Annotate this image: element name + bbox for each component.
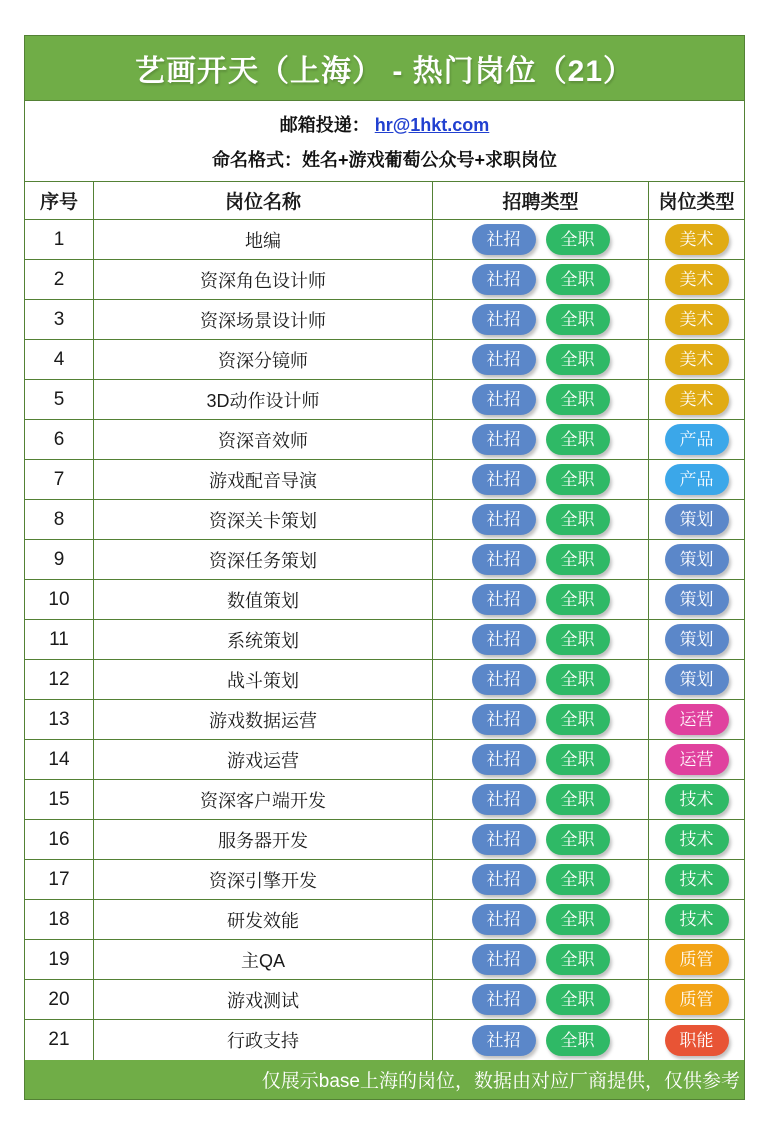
row-number: 10 xyxy=(25,580,94,619)
job-title: 游戏运营 xyxy=(94,740,433,779)
category-tag: 产品 xyxy=(665,424,729,455)
row-number: 21 xyxy=(25,1020,94,1060)
table-row xyxy=(25,940,744,980)
category-cell xyxy=(649,860,744,899)
table-row xyxy=(25,340,744,380)
recruit-tag-fulltime: 全职 xyxy=(546,664,610,695)
recruit-tag-social: 社招 xyxy=(472,824,536,855)
recruit-tags-cell xyxy=(433,820,649,859)
recruit-tags-cell xyxy=(433,940,649,979)
job-sheet xyxy=(24,35,745,1100)
category-cell xyxy=(649,420,744,459)
category-tag: 质管 xyxy=(665,944,729,975)
naming-rule-line: 命名格式：姓名+游戏葡萄公众号+求职岗位 xyxy=(211,149,558,170)
recruit-tag-social: 社招 xyxy=(472,344,536,375)
category-tag: 技术 xyxy=(665,784,729,815)
recruit-tag-social: 社招 xyxy=(472,424,536,455)
recruit-tag-social: 社招 xyxy=(472,704,536,735)
job-title: 服务器开发 xyxy=(94,820,433,859)
row-number: 7 xyxy=(25,460,94,499)
recruit-tag-social: 社招 xyxy=(472,544,536,575)
row-number: 20 xyxy=(25,980,94,1019)
recruit-tag-fulltime: 全职 xyxy=(546,1025,610,1056)
table-row xyxy=(25,740,744,780)
table-row xyxy=(25,1020,744,1060)
job-title: 行政支持 xyxy=(94,1020,433,1060)
recruit-tag-fulltime: 全职 xyxy=(546,504,610,535)
row-number: 15 xyxy=(25,780,94,819)
footer-bar xyxy=(25,1060,744,1099)
recruit-tags-cell xyxy=(433,220,649,259)
category-tag: 职能 xyxy=(665,1025,729,1056)
category-tag: 策划 xyxy=(665,584,729,615)
job-title: 资深角色设计师 xyxy=(94,260,433,299)
recruit-tag-fulltime: 全职 xyxy=(546,304,610,335)
recruit-tag-fulltime: 全职 xyxy=(546,984,610,1015)
recruit-tags-cell xyxy=(433,700,649,739)
job-title: 资深分镜师 xyxy=(94,340,433,379)
recruit-tags-cell xyxy=(433,460,649,499)
table-row xyxy=(25,500,744,540)
recruit-tag-social: 社招 xyxy=(472,864,536,895)
row-number: 11 xyxy=(25,620,94,659)
row-number: 2 xyxy=(25,260,94,299)
recruit-tags-cell xyxy=(433,300,649,339)
category-tag: 运营 xyxy=(665,704,729,735)
recruit-tag-fulltime: 全职 xyxy=(546,544,610,575)
job-title: 研发效能 xyxy=(94,900,433,939)
job-title: 资深关卡策划 xyxy=(94,500,433,539)
recruit-tags-cell xyxy=(433,380,649,419)
recruit-tag-fulltime: 全职 xyxy=(546,824,610,855)
category-tag: 策划 xyxy=(665,544,729,575)
category-tag: 运营 xyxy=(665,744,729,775)
recruit-tag-social: 社招 xyxy=(472,264,536,295)
header-job: 岗位名称 xyxy=(94,182,433,219)
recruit-tags-cell xyxy=(433,540,649,579)
header-no: 序号 xyxy=(25,182,94,219)
category-cell xyxy=(649,660,744,699)
category-cell xyxy=(649,460,744,499)
recruit-tag-fulltime: 全职 xyxy=(546,264,610,295)
recruit-tag-fulltime: 全职 xyxy=(546,224,610,255)
job-title: 地编 xyxy=(94,220,433,259)
recruit-tag-social: 社招 xyxy=(472,624,536,655)
job-title: 游戏测试 xyxy=(94,980,433,1019)
recruit-tag-social: 社招 xyxy=(472,584,536,615)
job-title: 3D动作设计师 xyxy=(94,380,433,419)
recruit-tag-fulltime: 全职 xyxy=(546,864,610,895)
category-cell xyxy=(649,540,744,579)
recruit-tag-social: 社招 xyxy=(472,944,536,975)
row-number: 12 xyxy=(25,660,94,699)
job-title: 游戏数据运营 xyxy=(94,700,433,739)
category-tag: 产品 xyxy=(665,464,729,495)
recruit-tag-fulltime: 全职 xyxy=(546,704,610,735)
category-cell xyxy=(649,1020,744,1060)
category-tag: 策划 xyxy=(665,504,729,535)
email-label: 邮箱投递： xyxy=(279,114,370,135)
recruit-tag-social: 社招 xyxy=(472,1025,536,1056)
recruit-tag-fulltime: 全职 xyxy=(546,424,610,455)
recruit-tag-fulltime: 全职 xyxy=(546,344,610,375)
email-link[interactable]: hr@1hkt.com xyxy=(374,114,490,135)
recruit-tags-cell xyxy=(433,900,649,939)
category-cell xyxy=(649,380,744,419)
job-title: 资深任务策划 xyxy=(94,540,433,579)
header-category: 岗位类型 xyxy=(658,192,735,213)
table-row xyxy=(25,900,744,940)
recruit-tag-social: 社招 xyxy=(472,904,536,935)
table-row xyxy=(25,420,744,460)
table-row xyxy=(25,220,744,260)
recruit-tag-fulltime: 全职 xyxy=(546,624,610,655)
category-cell xyxy=(649,500,744,539)
recruit-tag-fulltime: 全职 xyxy=(546,384,610,415)
category-cell xyxy=(649,220,744,259)
recruit-tags-cell xyxy=(433,740,649,779)
recruit-tag-social: 社招 xyxy=(472,744,536,775)
recruit-tag-fulltime: 全职 xyxy=(546,744,610,775)
job-title: 资深客户端开发 xyxy=(94,780,433,819)
recruit-tags-cell xyxy=(433,340,649,379)
category-cell xyxy=(649,820,744,859)
recruit-tag-fulltime: 全职 xyxy=(546,944,610,975)
recruit-tags-cell xyxy=(433,1020,649,1060)
recruit-tag-social: 社招 xyxy=(472,984,536,1015)
category-cell xyxy=(649,620,744,659)
row-number: 3 xyxy=(25,300,94,339)
recruit-tag-social: 社招 xyxy=(472,784,536,815)
row-number: 16 xyxy=(25,820,94,859)
category-tag: 美术 xyxy=(665,344,729,375)
recruit-tag-social: 社招 xyxy=(472,384,536,415)
job-title: 资深引擎开发 xyxy=(94,860,433,899)
row-number: 17 xyxy=(25,860,94,899)
recruit-tags-cell xyxy=(433,500,649,539)
row-number: 9 xyxy=(25,540,94,579)
category-cell xyxy=(649,740,744,779)
job-title: 数值策划 xyxy=(94,580,433,619)
category-cell xyxy=(649,780,744,819)
recruit-tag-social: 社招 xyxy=(472,464,536,495)
table-row xyxy=(25,820,744,860)
recruit-tags-cell xyxy=(433,580,649,619)
table-body xyxy=(25,220,744,1060)
category-tag: 技术 xyxy=(665,904,729,935)
recruit-tags-cell xyxy=(433,420,649,459)
recruit-tags-cell xyxy=(433,780,649,819)
recruit-tags-cell xyxy=(433,860,649,899)
page-title: 艺画开天（上海） - 热门岗位（21） xyxy=(134,55,635,88)
category-tag: 美术 xyxy=(665,264,729,295)
job-title: 游戏配音导演 xyxy=(94,460,433,499)
category-cell xyxy=(649,700,744,739)
category-tag: 技术 xyxy=(665,864,729,895)
category-tag: 策划 xyxy=(665,664,729,695)
recruit-tag-social: 社招 xyxy=(472,504,536,535)
recruit-tag-social: 社招 xyxy=(472,224,536,255)
table-row xyxy=(25,620,744,660)
job-title: 资深场景设计师 xyxy=(94,300,433,339)
category-tag: 美术 xyxy=(665,304,729,335)
recruit-tag-fulltime: 全职 xyxy=(546,904,610,935)
recruit-tag-fulltime: 全职 xyxy=(546,784,610,815)
table-header-row xyxy=(25,182,744,220)
job-title: 资深音效师 xyxy=(94,420,433,459)
job-title: 主QA xyxy=(94,940,433,979)
table-row xyxy=(25,580,744,620)
table-row xyxy=(25,660,744,700)
recruit-tags-cell xyxy=(433,620,649,659)
category-cell xyxy=(649,580,744,619)
table-row xyxy=(25,460,744,500)
table-row xyxy=(25,700,744,740)
header-recruit-type: 招聘类型 xyxy=(433,182,649,219)
row-number: 6 xyxy=(25,420,94,459)
footer-note: 仅展示base上海的岗位，数据由对应厂商提供，仅供参考 xyxy=(261,1071,740,1092)
recruit-tag-social: 社招 xyxy=(472,664,536,695)
table-row xyxy=(25,260,744,300)
table-row xyxy=(25,380,744,420)
row-number: 5 xyxy=(25,380,94,419)
recruit-tag-social: 社招 xyxy=(472,304,536,335)
category-cell xyxy=(649,940,744,979)
title-banner xyxy=(25,36,744,101)
job-title: 战斗策划 xyxy=(94,660,433,699)
row-number: 14 xyxy=(25,740,94,779)
recruit-tag-fulltime: 全职 xyxy=(546,584,610,615)
row-number: 18 xyxy=(25,900,94,939)
row-number: 19 xyxy=(25,940,94,979)
row-number: 8 xyxy=(25,500,94,539)
category-cell xyxy=(649,900,744,939)
table-row xyxy=(25,860,744,900)
category-cell xyxy=(649,980,744,1019)
table-row xyxy=(25,300,744,340)
job-title: 系统策划 xyxy=(94,620,433,659)
recruit-tag-fulltime: 全职 xyxy=(546,464,610,495)
category-tag: 美术 xyxy=(665,224,729,255)
email-line xyxy=(280,111,490,137)
category-tag: 技术 xyxy=(665,824,729,855)
category-tag: 策划 xyxy=(665,624,729,655)
table-row xyxy=(25,780,744,820)
category-cell xyxy=(649,300,744,339)
row-number: 1 xyxy=(25,220,94,259)
recruit-tags-cell xyxy=(433,980,649,1019)
category-cell xyxy=(649,340,744,379)
contact-section xyxy=(25,101,744,182)
category-tag: 美术 xyxy=(665,384,729,415)
recruit-tags-cell xyxy=(433,260,649,299)
category-cell xyxy=(649,260,744,299)
table-row xyxy=(25,980,744,1020)
category-tag: 质管 xyxy=(665,984,729,1015)
row-number: 4 xyxy=(25,340,94,379)
table-row xyxy=(25,540,744,580)
row-number: 13 xyxy=(25,700,94,739)
recruit-tags-cell xyxy=(433,660,649,699)
